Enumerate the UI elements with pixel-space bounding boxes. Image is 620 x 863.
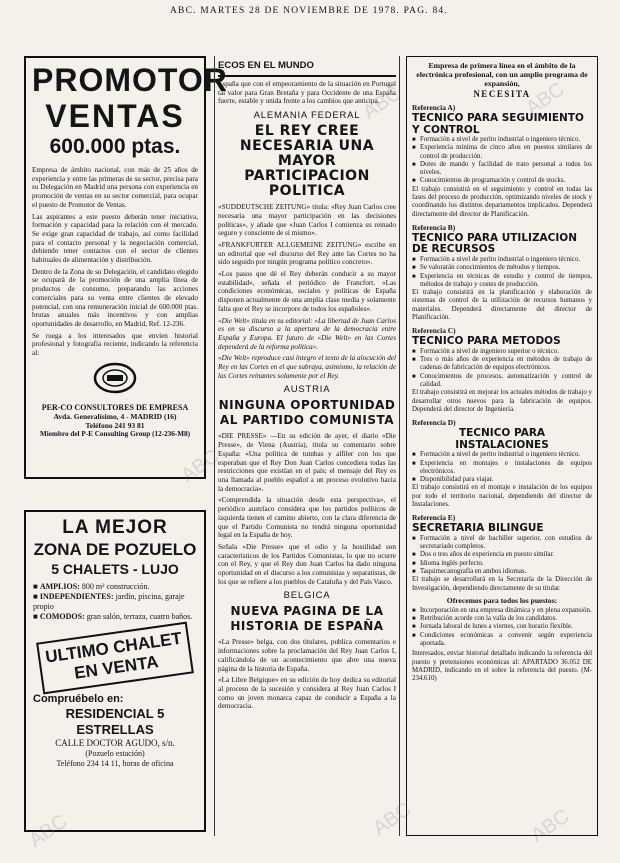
article-paragraph: «La Libre Belgique» en su edición de hoy dedica su editorial al proceso de la sucesión y considera al Rey Juan Carlos I como un joven monarca capaz de conducir a España a la democracia. <box>218 676 396 711</box>
article-paragraph: «Comprendida la situación desde esta perspectiva», el periódico austríaco considera que los partidos políticos de izquierda tienen el camino abierto, con la clara diferencia de que el Partido Comunista no tendrá ninguna oportunidad legal en la España de hoy. <box>218 496 396 540</box>
requirement: ■ Taquimecanografía en ambos idiomas. <box>412 568 592 576</box>
requirement: ■ Experiencia en técnicas de estudio y control de tiempos, métodos de trabajo y costes de producción. <box>412 273 592 290</box>
item-key: AMPLIOS: <box>39 582 80 591</box>
ref-label: Referencia A) <box>412 103 456 112</box>
headline-belgica: NUEVA PAGINA DE LA HISTORIA DE ESPAÑA <box>230 604 384 634</box>
offers-list <box>412 607 592 648</box>
requirements-list <box>412 348 592 389</box>
job-title: SECRETARIA BILINGUE <box>412 522 544 535</box>
article-paragraph: «Die Welt» reproduce casi íntegro el texto de la alocución del Rey en las Cortes en el que subraya, asimismo, la relación de las Cortes reinantes solamente por el Rey. <box>218 354 396 380</box>
promotor-paragraph: Empresa de ámbito nacional, con más de 25 años de experiencia y entre las primeras de su sector, precisa para su Delegación en Madrid una persona con experiencia en promoción de ventas en su sector comercial, para ocupar el puesto de Promotor de Ventas. <box>32 166 198 209</box>
job-title: TECNICO PARA INSTALACIONES <box>455 427 549 451</box>
ofrecemos: Ofrecemos para todos los puestos: <box>446 595 558 605</box>
ref-label: Referencia E) <box>412 513 456 523</box>
empresa-closing: Interesados, enviar historial detallado indicando la referencia del puesto y pretensiones económicas al: APARTADO 36.052 DE MADRID, indicando en el sobre la referencia del puesto. (M-234.610) <box>412 650 592 683</box>
requirement: ■ Conocimientos de programación y control de stocks. <box>412 177 592 185</box>
requirement: ■ Dotes de mando y facilidad de trato personal a todos los niveles. <box>412 161 592 178</box>
article-paragraph: «Die Welt» titula en su editorial: «La libertad de Juan Carlos es en su discurso a la apertura de la democracia entre España y Europa. El futuro de «Die Welt» en las Cortes dependerá de la reforma política». <box>218 316 396 351</box>
item-text: 800 m² construcción. <box>81 582 150 591</box>
article-paragraph: «Los pasos que dé el Rey deberán conducir a su mayor estabilidad», señala el periódico de Francfort. «Las condiciones económicas, sociales y políticas de España disponen actualmente de una amplia clase media y solamente falta que el Rey se incorpore de todos los españoles». <box>218 270 396 313</box>
article-paragraph: «La Presse» belga, con dos titulares, publica comentarios e informaciones sobre la proclamación del Rey Juan Carlos I, calificándola de un acontecimiento que abre una nueva página de la historia de España. <box>218 638 396 673</box>
ecos-title: ECOS EN EL MUNDO <box>218 56 396 77</box>
pozuelo-ad <box>24 510 206 832</box>
empresa-ad <box>406 56 598 836</box>
article-paragraph: «FRANKFURTER ALLGEMEINE ZEITUNG» escribe en un editorial que «el discurso del Rey ante las Cortes no ha sido seguido por ningún programa político concreto». <box>218 240 396 267</box>
job-note: El trabajo consistirá en la planificación y elaboración de sistemas de control de la utilización de recursos humanos y materiales. Dependerá directamente del director de Planificación. <box>412 289 592 322</box>
requirement: ■ Tres o más años de experiencia en métodos de trabajo de cadenas de fabricación de equipos electrónicos. <box>412 356 592 373</box>
requirements-list <box>412 535 592 576</box>
requirement: ■ Se valorarán conocimientos de métodos y tiempos. <box>412 264 592 272</box>
pozuelo-street: CALLE DOCTOR AGUDO, s/n. <box>55 738 175 748</box>
article-paragraph: Señala «Die Presse» que el odio y la hostilidad son característicos de los Partidos Comunistas, lo que no ocurre con el Rey, y que el Rey don Juan Carlos ha dado ninguna oportunidad en el discurso a los comunistas y separatistas, de los que se refiere a los pueblos de Cataluña y del País Vasco. <box>218 542 396 586</box>
requirement: ■ Conocimientos de procesos, automatización y control de calidad. <box>412 373 592 390</box>
company-member: Miembro del P-E Consulting Group (12-236-M8) <box>39 429 191 438</box>
abc-watermark: ABC <box>522 78 569 120</box>
empresa-intro: Empresa de primera línea en el ámbito de la electrónica profesional, con un amplio programa de expansión, <box>416 61 588 88</box>
promotor-paragraph: Se ruega a los interesados que envíen historial profesional y fotografía reciente, indicando la referencia al: <box>32 331 198 358</box>
pozuelo-title-1: LA MEJOR <box>62 517 168 538</box>
pozuelo-item <box>33 592 197 612</box>
job-title: TECNICO PARA SEGUIMIENTO Y CONTROL <box>412 112 584 136</box>
item-key: INDEPENDIENTES: <box>39 592 114 601</box>
job-note: El trabajo consistirá en el montaje e instalación de los equipos por todo el territorio nacional, dependiendo del director de Instalaciones. <box>412 484 592 508</box>
job-note: El trabajo consistirá en mejorar los actuales métodos de trabajo y desarrollar otros nuevos para la fabricación de equipos. Dependerá del director de Ingeniería. <box>412 389 592 413</box>
promotor-title: PROMOTOR <box>32 62 228 98</box>
requirements-list <box>412 451 592 484</box>
headline-alemania: EL REY CREE NECESARIA UNA MAYOR PARTICIPACION POLITICA <box>239 123 375 200</box>
job-note: El trabajo consistirá en el seguimiento y control en todas las fases del proceso de producción, optimizando niveles de stock y coordinando los distintos departamentos implicados. Dependerá directamente del director de Planificación. <box>412 185 592 218</box>
offer: ■ Retribución acorde con la valía de los candidatos. <box>412 615 592 623</box>
article-paragraph: «DIE PRESSE» —En su edición de ayer, el diario «Die Presse», de Viena (Austria), titula su comentario sobre España: «Una política de tumbas y alfiler con los que esperaban que el Rey Don Juan Carlos concediera todas las restricciones que existían en el país; el mensaje del Rey es una llamada al pueblo español a un proceso evolutivo hacia la democracia». <box>218 432 396 493</box>
article-paragraph: «SUDDEUTSCHE ZEITUNG» titula: «Rey Juan Carlos cree necesaria una mayor participación en las decisiones políticas», y añade que «Juan Carlos I comienza su reinado seguro y consciente de sí mismo». <box>218 203 396 238</box>
page-header: ABC. MARTES 28 DE NOVIEMBRE DE 1978. PAG. 84. <box>170 6 448 16</box>
pozuelo-title-2: ZONA DE POZUELO <box>33 540 197 559</box>
requirement: ■ Experiencia en montajes e instalaciones de equipos electrónicos. <box>412 460 592 477</box>
abc-watermark: ABC <box>25 810 72 852</box>
perco-logo <box>32 362 198 399</box>
section-label-austria: AUSTRIA <box>283 384 331 396</box>
requirement: ■ Experiencia mínima de cinco años en puestos similares de control de producción. <box>412 144 592 161</box>
salary-amount: 600.000 ptas. <box>49 135 181 158</box>
residencial-name: RESIDENCIAL 5 ESTRELLAS <box>65 706 165 737</box>
item-text: gran salón, terraza, cuatro baños. <box>86 612 193 621</box>
section-label-alemania: ALEMANIA FEDERAL <box>253 110 361 122</box>
abc-watermark: ABC <box>177 445 224 487</box>
requirements-list <box>412 136 592 186</box>
necesita: NECESITA <box>473 89 531 99</box>
headline-austria: NINGUNA OPORTUNIDAD AL PARTIDO COMUNISTA <box>218 398 396 428</box>
pozuelo-phone: Teléfono 234 14 11, horas de oficina <box>56 759 174 768</box>
pozuelo-cta: Compruébelo en: <box>33 693 124 705</box>
offer: ■ Condiciones económicas a convenir según experiencia aportada. <box>412 632 592 649</box>
company-address: Avda. Generalísimo, 4 - MADRID (16) <box>53 411 177 421</box>
pozuelo-item <box>33 612 197 622</box>
abc-watermark: ABC <box>527 805 574 847</box>
requirement: ■ Formación a nivel de ingeniero superior o técnico. <box>412 348 592 356</box>
pozuelo-title-3: 5 CHALETS - LUJO <box>51 561 179 577</box>
ref-label: Referencia C) <box>412 326 456 336</box>
requirement: ■ Formación a nivel de perito industrial o ingeniero técnico. <box>412 451 592 459</box>
requirement: ■ Idioma inglés perfecto. <box>412 560 592 568</box>
requirement: ■ Disponibilidad para viajar. <box>412 476 592 484</box>
job-title: TECNICO PARA METODOS <box>412 335 561 348</box>
bullet-icon: ■ <box>33 612 40 621</box>
pozuelo-area: (Pozuelo estación) <box>85 749 145 758</box>
bullet-icon: ■ <box>33 582 40 591</box>
ref-label: Referencia B) <box>412 222 456 232</box>
promotor-paragraph: Dentro de la Zona de su Delegación, el candidato elegido se ocupará de la promoción de una amplia línea de productos de consumo, preparando las acciones comerciales para su venta entre clientes de elevado potencial, con una remuneración inicial de 600.000 ptas. brutas anuales más incentivos y con amplias oportunidades de desarrollo, en Madrid, Ref. 12-236. <box>32 267 198 328</box>
company-name: PER-CO CONSULTORES DE EMPRESA <box>41 402 189 412</box>
sale-banner <box>36 622 194 695</box>
requirement: ■ Formación a nivel de perito industrial o ingeniero técnico. <box>412 136 592 144</box>
ecos-column <box>214 56 400 836</box>
abc-watermark: ABC <box>359 82 406 124</box>
item-key: COMODOS: <box>39 612 85 621</box>
bullet-icon: ■ <box>33 592 40 601</box>
ventas-title: VENTAS <box>45 98 185 134</box>
sale-banner-text: ULTIMO CHALET EN VENTA <box>44 628 183 683</box>
job-title: TECNICO PARA UTILIZACION DE RECURSOS <box>412 231 578 256</box>
company-phone: Teléfono 241 93 81 <box>85 420 145 430</box>
offer: ■ Incorporación en una empresa dinámica y en plena expansión. <box>412 607 592 615</box>
pozuelo-item <box>33 582 197 592</box>
section-label-belgica: BELGICA <box>283 590 331 602</box>
item-text: jardín, piscina, garaje propio <box>33 592 185 611</box>
ecos-intro: España que con el empeoramiento de la situación en Portugal tal valor para Gran Bretaña y para Occidente de una España fuerte, estable y unida frente a los cambios que anticipa. <box>218 80 396 106</box>
requirements-list <box>412 256 592 289</box>
requirement: ■ Dos o tres años de experiencia en puesto similar. <box>412 551 592 559</box>
ref-label: Referencia D) <box>412 418 456 428</box>
promotor-paragraph: Las aspirantes a este puesto deberán tener iniciativa, formación y capacidad para la relación con el mercado. Se exige gran capacidad de trabajo, así como facilidad para el contacto personal y la negociación comercial, debiendo tener contactos con el sector de clientes habituales de alimentación y distribución. <box>32 212 198 265</box>
abc-watermark: ABC <box>369 798 416 840</box>
requirement: ■ Formación a nivel de perito industrial o ingeniero técnico. <box>412 256 592 264</box>
requirement: ■ Formación a nivel de bachiller superior, con estudios de secretariado completos. <box>412 535 592 552</box>
job-note: El trabajo se desarrollará en la Secretaría de la Dirección de Investigación, dependiendo directamente de su titular. <box>412 576 592 592</box>
offer: ■ Jornada laboral de lunes a viernes, con horario flexible. <box>412 623 592 631</box>
